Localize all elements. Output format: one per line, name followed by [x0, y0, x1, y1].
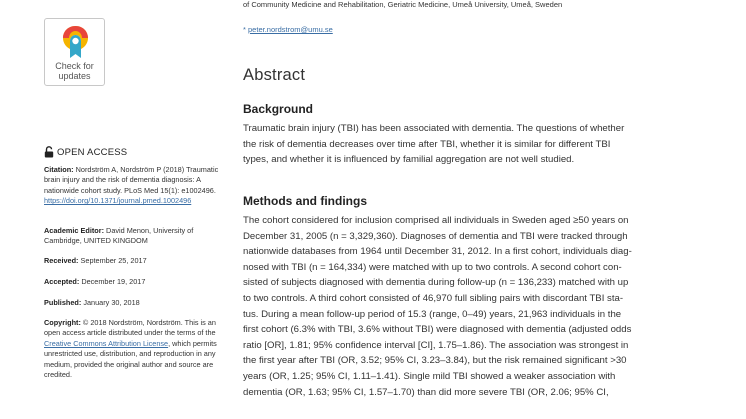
background-paragraph	[243, 121, 739, 168]
paragraph-line: first cohort (6.3% with TBI, 3.6% without TBI) were diagnosed with dementia (adjusted odds	[243, 324, 632, 336]
copyright-label: Copyright:	[44, 318, 81, 327]
paragraph-line: years (OR, 1.25; 95% CI, 1.11–1.41). Single mild TBI showed a weaker association with	[243, 370, 616, 382]
copyright-block	[44, 318, 230, 380]
paragraph-line: December 31, 2005 (n = 3,329,360). Diagnoses of dementia and TBI were tracked through	[243, 230, 628, 242]
published-date: January 30, 2018	[83, 298, 140, 307]
email-link[interactable]: peter.nordstrom@umu.se	[248, 25, 333, 34]
background-heading: Background	[243, 102, 314, 116]
published-label: Published:	[44, 298, 82, 307]
paragraph-line: sisted of subjects diagnosed with dementia during follow-up (n = 136,233) matched with up	[243, 277, 629, 289]
paragraph-line: types, and whether it is influenced by familial aggregation are not well studied.	[243, 154, 575, 166]
copyright-text-1: © 2018 Nordström, Nordström. This is an open access article distributed under the terms of the	[44, 318, 216, 338]
badge-line-2: updates	[58, 71, 91, 81]
academic-editor-text: David Menon, University of Cambridge, UNITED KINGDOM	[44, 226, 194, 246]
copyright-text-2: , which permits unrestricted use, distribution, and reproduction in any medium, provided the original author and source are credited.	[44, 338, 217, 380]
accepted-date: December 19, 2017	[81, 277, 146, 286]
methods-heading: Methods and findings	[243, 194, 367, 208]
paragraph-line: to two controls. A third cohort consisted of 46,970 full sibling pairs with discordant TBI sta-	[243, 292, 624, 304]
license-link[interactable]: Creative Commons Attribution License	[44, 338, 169, 348]
badge-line-1: Check for	[55, 61, 94, 71]
crossmark-icon	[62, 24, 89, 60]
paragraph-line: the first year after TBI (OR, 3.52; 95% CI, 3.23–3.84), but the risk remained significant >30	[243, 355, 627, 367]
citation-doi-link[interactable]: https://doi.org/10.1371/journal.pmed.1002496	[44, 196, 192, 206]
corresponding-email	[243, 25, 333, 34]
citation-label: Citation:	[44, 165, 74, 174]
paragraph-line: Traumatic brain injury (TBI) has been associated with dementia. The questions of whether	[243, 123, 625, 134]
abstract-heading: Abstract	[243, 66, 306, 84]
paragraph-line: the risk of dementia decreases over time after TBI, whether it is similar for different TBI	[243, 138, 611, 150]
received-label: Received:	[44, 256, 79, 265]
academic-editor-block	[44, 226, 230, 247]
paragraph-line: The cohort considered for inclusion comprised all individuals in Sweden aged ≥50 years on	[243, 215, 629, 226]
paragraph-line: nosed with TBI (n = 164,334) were matched with up to two controls. A second cohort con-	[243, 261, 622, 273]
open-access-text: OPEN ACCESS	[57, 146, 128, 158]
accepted-label: Accepted:	[44, 277, 80, 286]
email-prefix: *	[243, 25, 249, 34]
paragraph-line: dementia (OR, 1.63; 95% CI, 1.57–1.70) than did more severe TBI (OR, 2.06; 95% CI,	[243, 386, 609, 398]
open-lock-icon	[44, 146, 54, 158]
paragraph-line: ratio [OR], 1.81; 95% confidence interval [CI], 1.75–1.86). The association was strongest in	[243, 339, 629, 351]
published-block	[44, 298, 230, 308]
accepted-block	[44, 277, 230, 287]
affiliation-line: of Community Medicine and Rehabilitation, Geriatric Medicine, Umeå University, Umeå, Sweden	[243, 0, 563, 9]
check-for-updates-label	[45, 61, 104, 81]
check-for-updates-badge[interactable]	[44, 18, 105, 86]
academic-editor-label: Academic Editor:	[44, 226, 105, 235]
paragraph-line: tus. During a mean follow-up period of 15.3 (range, 0–49) years, 21,963 individuals in the	[243, 308, 622, 320]
received-block	[44, 256, 230, 266]
citation-text: Nordström A, Nordström P (2018) Traumatic brain injury and the risk of dementia diagnosis: A nationwide cohort study. PLoS Med 15(1): e1002496.	[44, 165, 219, 195]
methods-paragraph	[243, 213, 739, 400]
citation-block	[44, 165, 230, 207]
open-access-label	[44, 146, 127, 158]
paragraph-line: nationwide databases from 1964 until December 31, 2012. In a first cohort, individuals diag-	[243, 246, 632, 258]
received-date: September 25, 2017	[80, 256, 147, 265]
